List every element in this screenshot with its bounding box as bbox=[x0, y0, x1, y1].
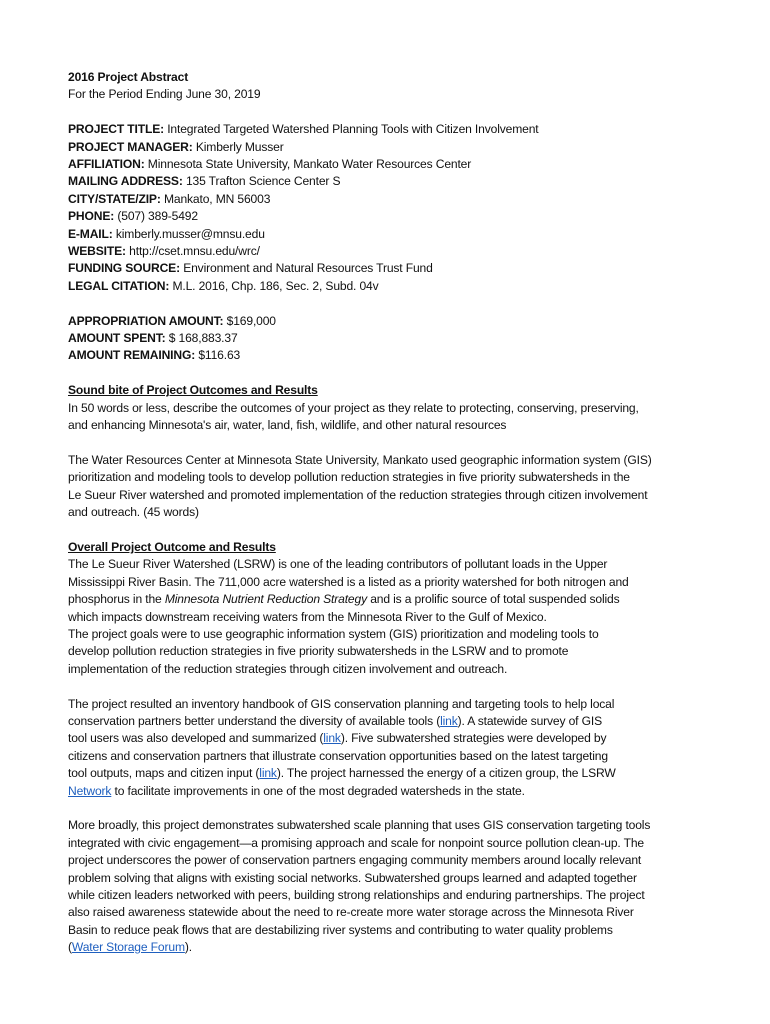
overall-heading: Overall Project Outcome and Results bbox=[68, 539, 276, 554]
text-run: ). bbox=[184, 940, 192, 955]
amount-value: $169,000 bbox=[226, 313, 276, 328]
field-project-title bbox=[68, 121, 708, 138]
soundbite-body-line: prioritization and modeling tools to develop pollution reduction strategies in five priority subwatersheds in the bbox=[68, 470, 630, 485]
paragraph-line: project underscores the power of conservation partners engaging community members around locally relevant bbox=[68, 853, 642, 868]
field-value: Kimberly Musser bbox=[195, 139, 284, 154]
amount-label: AMOUNT SPENT: bbox=[68, 331, 166, 346]
field-website bbox=[68, 243, 708, 260]
text-run: tool users was also developed and summarized ( bbox=[68, 731, 324, 746]
strategy-title-italic: Minnesota Nutrient Reduction Strategy bbox=[164, 592, 367, 607]
field-phone bbox=[68, 208, 708, 225]
field-project-manager bbox=[68, 139, 708, 156]
amount-value: $ 168,883.37 bbox=[168, 331, 238, 346]
field-label: LEGAL CITATION: bbox=[68, 278, 170, 293]
text-run: ( bbox=[68, 940, 72, 955]
amount-spent bbox=[68, 330, 708, 347]
paragraph-line: which impacts downstream receiving waters from the Minnesota River to the Gulf of Mexico. bbox=[68, 609, 547, 624]
paragraph-line: integrated with civic engagement—a promising approach and scale for nonpoint source pollution clean-up. The bbox=[68, 835, 645, 850]
paragraph-line: while citizen leaders networked with peers, building strong relationships and enduring partnerships. The project bbox=[68, 887, 645, 902]
field-funding-source bbox=[68, 260, 708, 277]
field-value: Minnesota State University, Mankato Water Resources Center bbox=[147, 157, 472, 172]
soundbite-instructions-line: In 50 words or less, describe the outcomes of your project as they relate to protecting, conserving, preserving, bbox=[68, 400, 639, 415]
text-run: phosphorus in the bbox=[68, 592, 165, 607]
document-page bbox=[68, 69, 708, 957]
field-value: http://cset.mnsu.edu/wrc/ bbox=[129, 244, 260, 259]
text-run: ). A statewide survey of GIS bbox=[457, 713, 602, 728]
field-label: MAILING ADDRESS: bbox=[68, 174, 183, 189]
field-label: PHONE: bbox=[68, 209, 115, 224]
field-label: E-MAIL: bbox=[68, 226, 113, 241]
spacer bbox=[68, 365, 708, 382]
field-city-state-zip bbox=[68, 191, 708, 208]
field-label: FUNDING SOURCE: bbox=[68, 261, 180, 276]
field-value: (507) 389-5492 bbox=[117, 209, 198, 224]
spacer bbox=[68, 678, 708, 695]
soundbite-body-line: The Water Resources Center at Minnesota State University, Mankato used geographic information system (GIS) bbox=[68, 452, 652, 467]
field-value: kimberly.musser@mnsu.edu bbox=[115, 226, 265, 241]
field-affiliation bbox=[68, 156, 708, 173]
reporting-period: For the Period Ending June 30, 2019 bbox=[68, 87, 261, 102]
project-info-block bbox=[68, 121, 708, 295]
text-run: ). Five subwatershed strategies were developed by bbox=[340, 731, 607, 746]
paragraph-line: Mississippi River Basin. The 711,000 acre watershed is a listed as a priority watershed for both nitrogen and bbox=[68, 574, 629, 589]
paragraph-line: problem solving that aligns with existing social networks. Subwatershed groups learned and adapted together bbox=[68, 870, 637, 885]
amount-remaining bbox=[68, 347, 708, 364]
amount-label: APPROPRIATION AMOUNT: bbox=[68, 313, 224, 328]
spacer bbox=[68, 522, 708, 539]
field-value: Mankato, MN 56003 bbox=[163, 191, 271, 206]
paragraph-line: The project resulted an inventory handbook of GIS conservation planning and targeting tools to help local bbox=[68, 696, 615, 711]
paragraph-line bbox=[68, 783, 708, 800]
field-value: Environment and Natural Resources Trust Fund bbox=[183, 261, 433, 276]
paragraph-line bbox=[68, 765, 708, 782]
paragraph-line: implementation of the reduction strategies through citizen involvement and outreach. bbox=[68, 661, 508, 676]
amounts-block bbox=[68, 313, 708, 365]
soundbite-instructions-line: and enhancing Minnesota's air, water, land, fish, wildlife, and other natural resources bbox=[68, 418, 507, 433]
survey-link[interactable]: link bbox=[323, 731, 341, 746]
paragraph-line: citizens and conservation partners that illustrate conservation opportunities based on the latest targeting bbox=[68, 748, 608, 763]
paragraph-line: The Le Sueur River Watershed (LSRW) is one of the leading contributors of pollutant loads in the Upper bbox=[68, 557, 608, 572]
paragraph-line bbox=[68, 713, 708, 730]
soundbite-section bbox=[68, 382, 708, 521]
text-run: tool outputs, maps and citizen input ( bbox=[68, 766, 260, 781]
water-storage-forum-link[interactable]: Water Storage Forum bbox=[71, 940, 185, 955]
field-value: M.L. 2016, Chp. 186, Sec. 2, Subd. 04v bbox=[172, 278, 379, 293]
field-label: PROJECT MANAGER: bbox=[68, 139, 193, 154]
spacer bbox=[68, 800, 708, 817]
soundbite-heading: Sound bite of Project Outcomes and Results bbox=[68, 383, 318, 398]
paragraph-line: also raised awareness statewide about the need to re-create more water storage across the Minnesota River bbox=[68, 905, 634, 920]
spacer bbox=[68, 434, 708, 451]
soundbite-body-line: and outreach. (45 words) bbox=[68, 505, 199, 520]
text-run: and is a prolific source of total suspended solids bbox=[366, 592, 620, 607]
paragraph-line bbox=[68, 939, 708, 956]
paragraph-line: The project goals were to use geographic information system (GIS) prioritization and modeling tools to bbox=[68, 626, 599, 641]
appropriation-amount bbox=[68, 313, 708, 330]
amount-value: $116.63 bbox=[198, 348, 241, 363]
text-run: to facilitate improvements in one of the most degraded watersheds in the state. bbox=[111, 783, 525, 798]
spacer bbox=[68, 104, 708, 121]
text-run: conservation partners better understand the diversity of available tools ( bbox=[68, 713, 441, 728]
strategies-link[interactable]: link bbox=[259, 766, 277, 781]
document-title: 2016 Project Abstract bbox=[68, 70, 189, 84]
field-legal-citation bbox=[68, 278, 708, 295]
field-label: WEBSITE: bbox=[68, 244, 126, 259]
field-label: AFFILIATION: bbox=[68, 157, 145, 172]
field-label: CITY/STATE/ZIP: bbox=[68, 191, 161, 206]
paragraph-line bbox=[68, 730, 708, 747]
paragraph-line: More broadly, this project demonstrates subwatershed scale planning that uses GIS conservation targeting tools bbox=[68, 818, 651, 833]
field-value: 135 Trafton Science Center S bbox=[185, 174, 341, 189]
paragraph-line: Basin to reduce peak flows that are destabilizing river systems and contributing to water quality problems bbox=[68, 922, 613, 937]
text-run: ). The project harnessed the energy of a citizen group, the LSRW bbox=[276, 766, 616, 781]
soundbite-body-line: Le Sueur River watershed and promoted implementation of the reduction strategies through citizen involvement bbox=[68, 487, 648, 502]
paragraph-line: develop pollution reduction strategies in five priority subwatersheds in the LSRW and to promote bbox=[68, 644, 569, 659]
paragraph-line bbox=[68, 591, 708, 608]
field-email bbox=[68, 226, 708, 243]
field-value: Integrated Targeted Watershed Planning Tools with Citizen Involvement bbox=[167, 122, 539, 137]
handbook-link[interactable]: link bbox=[440, 713, 458, 728]
network-link[interactable]: Network bbox=[68, 783, 112, 798]
overall-section bbox=[68, 539, 708, 957]
field-mailing-address bbox=[68, 173, 708, 190]
field-label: PROJECT TITLE: bbox=[68, 122, 164, 137]
amount-label: AMOUNT REMAINING: bbox=[68, 348, 196, 363]
spacer bbox=[68, 295, 708, 312]
